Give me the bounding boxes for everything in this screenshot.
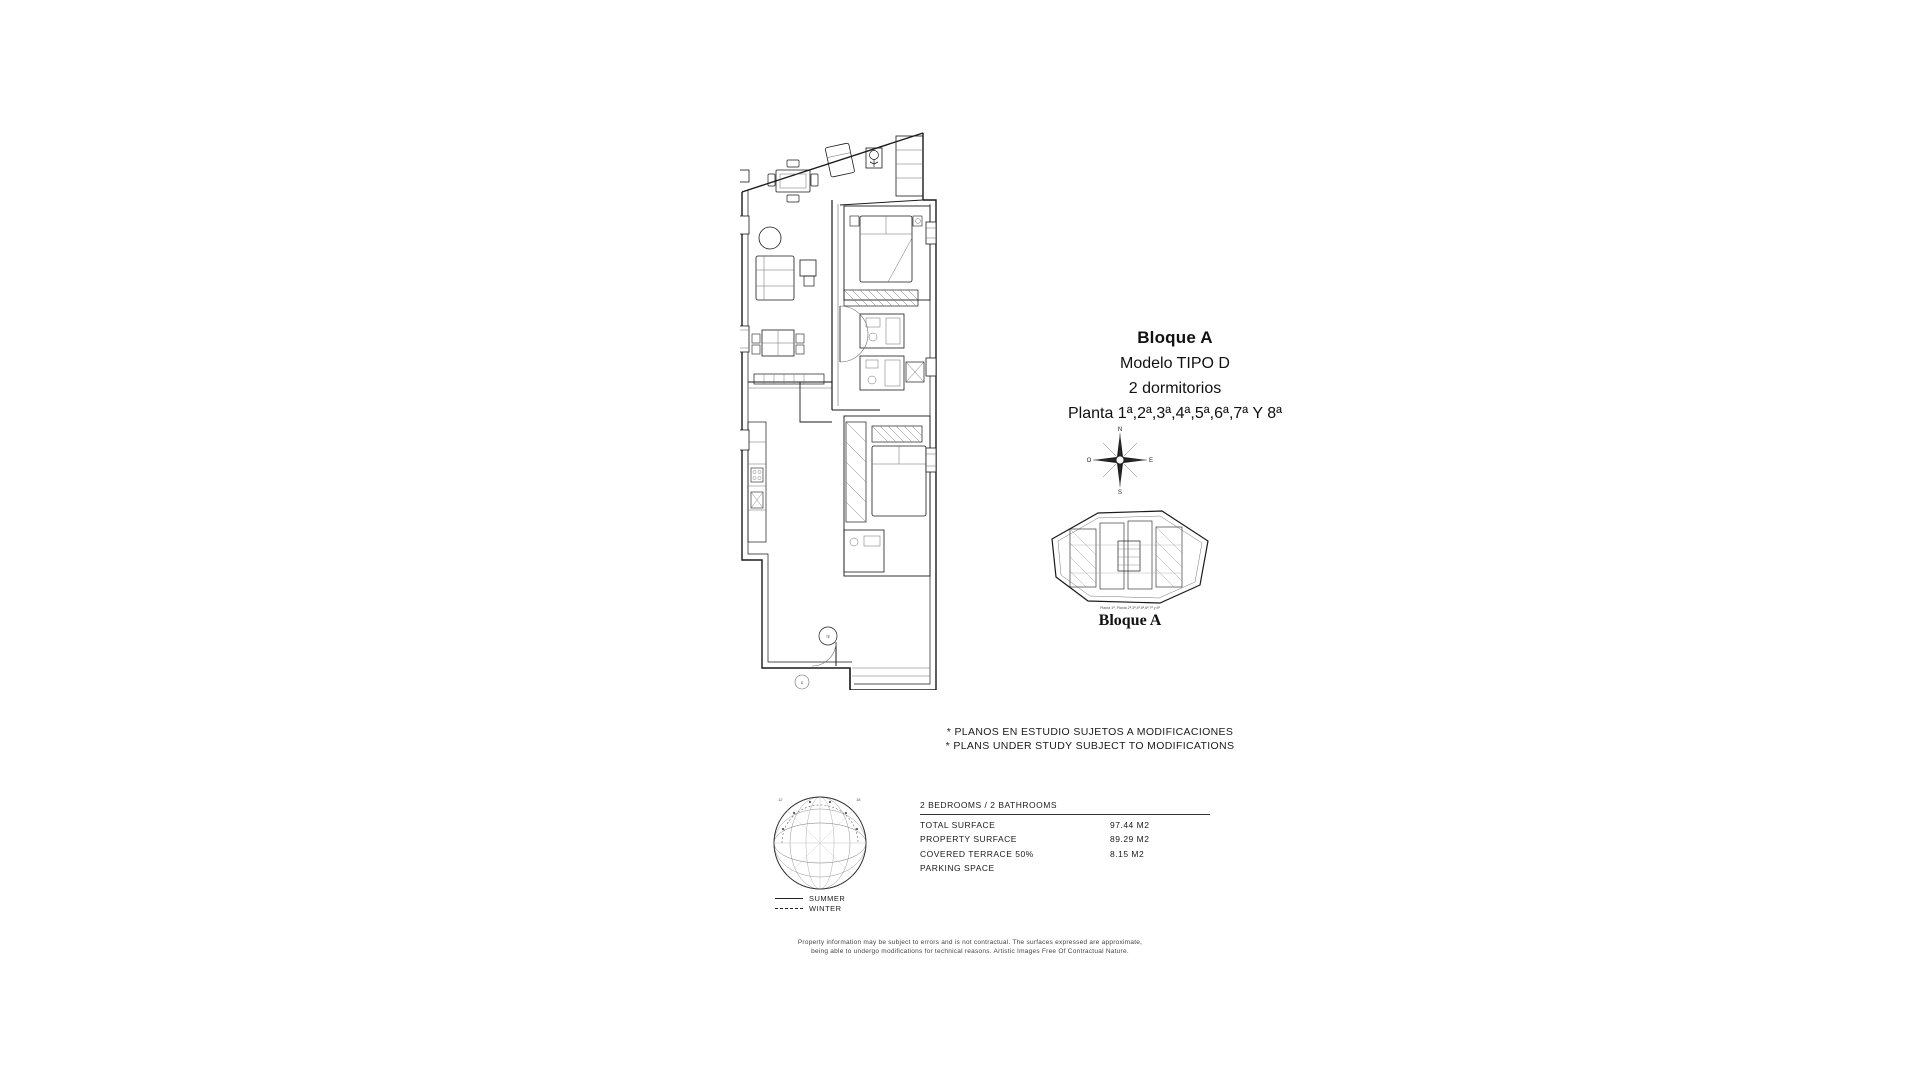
table-row [920,815,1210,830]
surface-spec-table [920,800,1210,873]
table-row [920,844,1210,859]
spec-row-label: PROPERTY SURFACE [920,834,1017,844]
sun-diagram-tick-label: 18 [856,797,861,802]
title-block-name: Bloque A [1137,328,1213,347]
legend-winter-label: WINTER [809,903,842,913]
table-row [920,830,1210,845]
spec-row-label: PARKING SPACE [920,863,995,873]
spec-heading: 2 BEDROOMS / 2 BATHROOMS [920,800,1210,815]
legal-footnote [740,938,1200,956]
spec-row-value: 97.44 M2 [1110,819,1150,830]
disclaimer-es: * PLANOS EN ESTUDIO SUJETOS A MODIFICACIONES [946,726,1234,738]
legend-winter-row [775,903,895,913]
key-plan-caption: Bloque A [1098,612,1162,629]
compass-east-label: E [1148,458,1154,464]
compass-south-label: S [1117,490,1123,495]
legend-summer-swatch [775,898,803,899]
title-block [1010,325,1340,426]
legend-summer-label: SUMMER [809,893,846,903]
compass-rose [1085,425,1155,495]
spec-row-value: 89.29 M2 [1110,834,1150,844]
key-plan-thumbnail [1040,505,1220,615]
disclaimer-en: * PLANS UNDER STUDY SUBJECT TO MODIFICATIONS [945,740,1235,752]
table-row [920,859,1210,874]
title-floors: Planta 1ª,2ª,3ª,4ª,5ª,6ª,7ª Y 8ª [1067,405,1283,422]
spec-row-label: COVERED TERRACE 50% [920,848,1034,859]
title-model: Modelo TIPO D [1120,355,1230,372]
legend-summer-row [775,893,895,903]
title-bedrooms: 2 dormitorios [1128,380,1222,397]
footnote-line-2: being able to undergo modifications for technical reasons. Artistic Images Free Of Contractual Nature. [811,948,1129,955]
compass-north-label: N [1117,427,1123,433]
te-tag: TE [825,635,831,639]
sun-diagram-tick-label: 12 [778,797,783,802]
compass-west-label: O [1086,458,1092,464]
door-tag: D [800,681,804,685]
sun-path-diagram [760,785,880,900]
floor-plan-drawing [740,130,1000,690]
spec-row-value: 8.15 M2 [1110,848,1145,859]
sun-path-legend [775,893,895,913]
modification-disclaimer [880,725,1300,753]
legend-winter-swatch [775,908,803,909]
footnote-line-1: Property information may be subject to errors and is not contractual. The surfaces expressed are approximate, [797,939,1143,946]
key-plan-sublabel: Planta 1ª, Planta 2ª,3ª,4ª,5ª,6ª,7ª y 8ª [1100,606,1160,610]
spec-row-label: TOTAL SURFACE [920,819,996,830]
